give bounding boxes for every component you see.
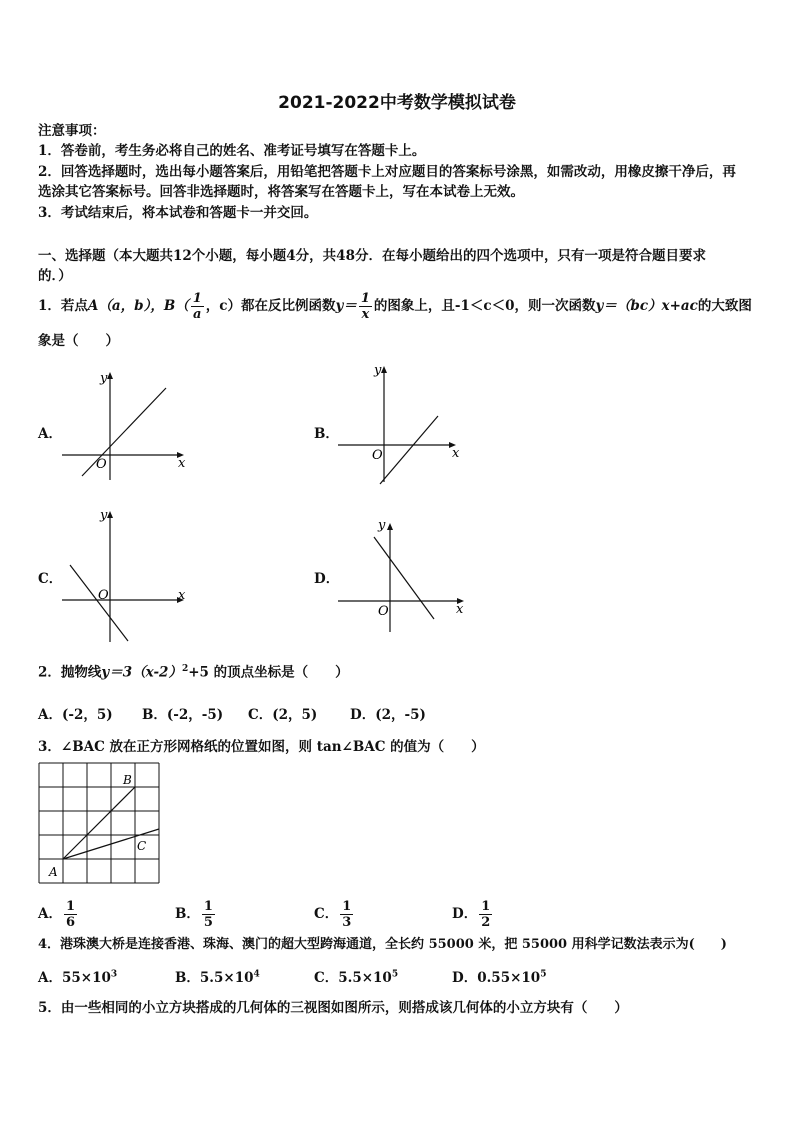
q3-option-a[interactable]: A． $\frac{1}{6}$	[38, 899, 76, 930]
point-a-label: A	[49, 865, 58, 879]
page-title: 2021-2022中考数学模拟试卷	[278, 93, 516, 113]
q1-frac-1a: $\frac{1}{a}$	[192, 291, 202, 322]
q2-option-b[interactable]: B．(-2，-5)	[142, 707, 224, 723]
origin-label: O	[378, 604, 389, 619]
x-label: x	[178, 588, 186, 603]
point-c-label: C	[137, 839, 147, 853]
q1-frac-1x: $\frac{1}{x}$	[360, 291, 370, 322]
q1-graph-a	[58, 368, 198, 483]
q1-option-a-label: A．	[38, 426, 62, 442]
y-axis-arrow	[381, 366, 387, 373]
origin-label: O	[372, 448, 383, 463]
x-label: x	[452, 446, 460, 461]
notice-item-2-cont: 选涂其它答案标号。回答非选择题时，将答案写在答题卡上，写在本试卷上无效。	[38, 184, 524, 200]
y-axis-arrow	[107, 511, 113, 518]
notice-item-1: 1．答卷前，考生务必将自己的姓名、准考证号填写在答题卡上。	[38, 143, 426, 159]
y-label: y	[100, 371, 108, 386]
q3-option-d[interactable]: D． $\frac{1}{2}$	[452, 899, 491, 930]
q2-option-c[interactable]: C．(2，5)	[248, 707, 318, 723]
q5-stem: 5．由一些相同的小立方块搭成的几何体的三视图如图所示，则搭成该几何体的小立方块有（ ）	[38, 1000, 628, 1016]
q4-option-d[interactable]: D．$0.55\times 10^5$	[452, 969, 547, 986]
notice-heading: 注意事项：	[38, 123, 106, 139]
q2-option-a[interactable]: A．(-2，5)	[38, 707, 113, 723]
q4-option-b[interactable]: B．$5.5\times 10^4$	[175, 969, 260, 986]
q1-stem-cont: 象是（ ）	[38, 333, 119, 349]
q2-option-d[interactable]: D．(2，-5)	[350, 707, 426, 723]
notice-item-3: 3．考试结束后，将本试卷和答题卡一并交回。	[38, 205, 318, 221]
q3-option-c[interactable]: C． $\frac{1}{3}$	[314, 899, 352, 930]
section1-heading-cont: 的．）	[38, 268, 72, 284]
q2-stem: 2．抛物线$y=3(x-2)^2+5$ 的顶点坐标是（ ）	[38, 664, 349, 681]
q1-option-c-label: C．	[38, 571, 63, 587]
q2-options	[38, 703, 426, 723]
x-label: x	[178, 456, 186, 471]
q1-graph-d	[334, 515, 474, 635]
function-line	[380, 416, 438, 484]
origin-label: O	[98, 588, 109, 603]
q4-options	[38, 966, 546, 986]
point-b-label: B	[123, 773, 132, 787]
section1-heading: 一、选择题（本大题共12个小题，每小题4分，共48分．在每小题给出的四个选项中，只有一项是符合题目要求	[38, 248, 706, 264]
q1-stem: 1．若点A（a，b），B（ $\frac{1}{a}$ ，c）都在反比例函数y＝ $\frac{1}{x}$ 的图象上，且-1＜c＜0，则一次函数y＝（bc）x+ac的大致图	[38, 291, 752, 322]
origin-label: O	[96, 457, 107, 472]
q3-stem: 3．∠BAC 放在正方形网格纸的位置如图，则 tan∠BAC 的值为（ ）	[38, 739, 485, 755]
y-axis-arrow	[107, 372, 113, 379]
q1-graph-c	[58, 505, 198, 645]
q3-option-b[interactable]: B． $\frac{1}{5}$	[175, 899, 213, 930]
y-label: y	[100, 508, 108, 523]
function-line	[82, 388, 166, 476]
y-label: y	[378, 518, 386, 533]
x-label: x	[456, 602, 464, 617]
q4-option-a[interactable]: A．$55\times 10^3$	[38, 969, 118, 986]
q1-graph-b	[334, 360, 474, 485]
q3-grid-figure	[36, 760, 166, 886]
q4-option-c[interactable]: C．$5.5\times 10^5$	[314, 969, 399, 986]
q4-stem: 4．港珠澳大桥是连接香港、珠海、澳门的超大型跨海通道，全长约 55000 米，把 55000 用科学记数法表示为( )	[38, 937, 727, 952]
function-line	[70, 565, 128, 641]
y-axis-arrow	[387, 523, 393, 530]
q1-option-b-label: B．	[314, 426, 339, 442]
y-label: y	[374, 363, 382, 378]
q1-option-d-label: D．	[314, 571, 340, 587]
notice-item-2: 2．回答选择题时，选出每小题答案后，用铅笔把答题卡上对应题目的答案标号涂黑，如需改动，用橡皮擦干净后，再	[38, 164, 736, 180]
